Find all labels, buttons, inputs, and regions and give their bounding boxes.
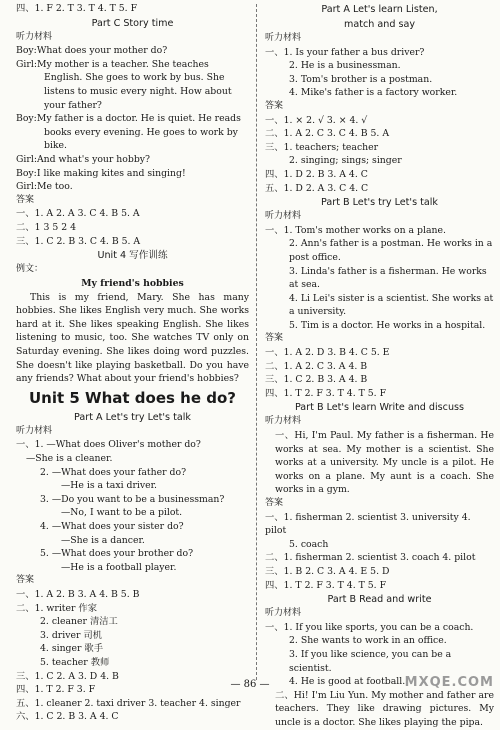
answer-line: 二、1 3 5 2 4: [16, 221, 76, 233]
answer-line: 一、1. fisherman 2. scientist 3. university 4. pilot: [265, 511, 471, 537]
dialogue-text: What does your mother do?: [36, 45, 168, 57]
listening-material-label: 听力材料: [265, 608, 302, 619]
dialogue-line: —She is a cleaner.: [26, 453, 113, 465]
speaker-label: Girl:: [16, 153, 37, 165]
section-heading-part-b-lets-try: Part B Let's try Let's talk: [321, 197, 438, 209]
answers-label: 答案: [265, 333, 284, 344]
answer-line: 四、1. F 2. T 3. T 4. T 5. F: [16, 3, 138, 14]
speaker-label: Boy:: [16, 113, 37, 125]
watermark-logo: MXQE.COM: [404, 675, 494, 690]
answer-line: 一、1. × 2. √ 3. × 4. √: [265, 114, 368, 126]
answer-line: 三、1. teachers; teacher: [265, 141, 379, 153]
answer-line: 四、1. T 2. F 3. T 4. T 5. F: [265, 387, 387, 399]
story-dialogue: [16, 44, 249, 194]
answer-line: 三、1. C 2. B 3. A 4. B: [265, 374, 368, 386]
answers-label: 答案: [16, 194, 35, 205]
answer-line: 三、1. C 2. A 3. D 4. B: [16, 670, 119, 682]
dialogue-line: —She is a dancer.: [61, 534, 145, 546]
answer-line: 五、1. D 2. A 3. C 4. C: [265, 182, 369, 194]
answer-line: 四、1. T 2. F 3. F: [16, 684, 96, 696]
answers-label: 答案: [265, 100, 284, 111]
answer-line: 一、1. A 2. A 3. C 4. B 5. A: [16, 208, 140, 220]
listening-paragraph: 二、Hi! I'm Liu Yun. My mother and father are teachers. They like drawing pictures. My uncle is a doctor. She likes playing the pipa.: [275, 689, 494, 728]
speaker-label: Boy:: [16, 45, 37, 57]
answer-line: 四、1. T 2. F 3. T 4. T 5. F: [265, 579, 387, 591]
section-heading-lets-learn-line1: Part A Let's learn Listen,: [321, 4, 438, 15]
listening-material-label: 听力材料: [265, 416, 302, 427]
essay-title: My friend's hobbies: [81, 277, 184, 289]
listening-line: 一、1. Is your father a bus driver?: [265, 46, 425, 58]
answer-line: 五、1. cleaner 2. taxi driver 3. teacher 4. singer: [16, 697, 241, 709]
dialogue-line: 2. —What does your father do?: [40, 466, 187, 478]
listening-line: 2. He is a businessman.: [289, 60, 401, 72]
answer-line: 六、1. C 2. B 3. A 4. C: [16, 711, 119, 723]
unit5-answers: [16, 588, 249, 724]
answer-line: 5. coach: [289, 538, 329, 550]
dialogue-line: [16, 180, 249, 194]
listening-list: [265, 46, 494, 100]
listening-line: 一、1. Tom's mother works on a plane.: [265, 224, 446, 236]
listening-list: [265, 224, 494, 333]
section-heading-writing: Unit 4 写作训练: [97, 250, 168, 262]
unit-title: Unit 5 What does he do?: [29, 388, 236, 407]
answer-line: 三、1. B 2. C 3. A 4. E 5. D: [265, 565, 390, 577]
answers-label: 答案: [16, 575, 35, 586]
listening-line: 3. Linda's father is a fisherman. He works at sea.: [289, 265, 487, 291]
answer-line: 3. driver 司机: [40, 629, 102, 641]
listening-material-label: 听力材料: [265, 211, 302, 222]
dialogue-text: Me too.: [36, 181, 73, 193]
dialogue-line: 5. —What does your brother do?: [40, 548, 194, 560]
dialogue-line: —He is a football player.: [61, 561, 177, 573]
dialogue-line: —No, I want to be a pilot.: [61, 507, 183, 519]
answer-list: [265, 511, 494, 593]
answer-line: 一、1. A 2. B 3. A 4. B 5. B: [16, 588, 140, 600]
answer-line: 四、1. D 2. B 3. A 4. C: [265, 168, 368, 180]
answer-list: [265, 346, 494, 400]
speaker-label: Girl:: [16, 181, 37, 193]
answer-line: 二、1. A 2. C 3. C 4. B 5. A: [265, 128, 390, 140]
unit5-dialogues: [16, 438, 249, 574]
listening-paragraph: 一、Hi, I'm Paul. My father is a fisherman. He works at sea. My mother is a scientist. She works at a university. My uncle is a pilot. He works on a plane. My aunt is a coach. She works in a gym.: [275, 430, 494, 496]
dialogue-text: And what's your hobby?: [36, 153, 151, 165]
listening-material-label: 听力材料: [265, 33, 302, 43]
answer-line: 4. singer 歌手: [40, 643, 104, 655]
speaker-label: Boy:: [16, 167, 37, 179]
listening-line: 3. Tom's brother is a postman.: [289, 73, 433, 85]
answer-list: [265, 114, 494, 196]
dialogue-line: 3. —Do you want to be a businessman?: [40, 493, 225, 505]
listening-line: 5. Tim is a doctor. He works in a hospital.: [289, 319, 486, 331]
listening-material-label: 听力材料: [16, 425, 53, 436]
dialogue-line: 4. —What does your sister do?: [40, 521, 184, 532]
answer-line: 2. cleaner 清洁工: [40, 616, 118, 628]
dialogue-text: My father is a doctor. He is quiet. He reads books every evening. He goes to work by bike.: [36, 113, 241, 152]
example-label: 例文：: [16, 264, 44, 275]
answer-line: 一、1. A 2. D 3. B 4. C 5. E: [265, 347, 390, 359]
dialogue-line: —He is a taxi driver.: [61, 480, 158, 492]
listening-line: 一、1. If you like sports, you can be a coach.: [265, 621, 474, 633]
section-heading-unit5-part-a: Part A Let's try Let's talk: [74, 411, 191, 423]
story-answers: [16, 207, 249, 248]
listening-line: 2. She wants to work in an office.: [289, 635, 447, 647]
answer-line: 二、1. A 2. C 3. A 4. B: [265, 360, 368, 372]
section-heading-read-and-write: Part B Read and write: [327, 594, 432, 606]
answer-line: 5. teacher 教师: [40, 656, 110, 668]
dialogue-line: [16, 167, 249, 181]
dialogue-line: [16, 112, 249, 153]
dialogue-text: My mother is a teacher. She teaches English. She goes to work by bus. She listens to music every night. How about your father?: [36, 58, 232, 111]
dialogue-line: 一、1. —What does Oliver's mother do?: [16, 439, 201, 451]
answer-line: 二、1. fisherman 2. scientist 3. coach 4. pilot: [265, 552, 476, 564]
page-number: — 86 —: [230, 679, 270, 690]
dialogue-line: [16, 58, 249, 112]
speaker-label: Girl:: [16, 58, 37, 70]
answer-line: 二、1. writer 作家: [16, 602, 98, 614]
listening-material-label: 听力材料: [16, 31, 53, 42]
answers-label: 答案: [265, 498, 284, 508]
listening-line: 4. Li Lei's sister is a scientist. She works at a university.: [289, 292, 494, 318]
column-divider: [256, 4, 257, 680]
answer-line: 三、1. C 2. B 3. C 4. B 5. A: [16, 235, 141, 247]
listening-line: 4. He is good at football.: [289, 676, 406, 688]
essay-paragraph: This is my friend, Mary. She has many hobbies. She likes English very much. She works hard at it. She likes speaking English. She likes listening to music, too. She watches TV only on Saturday evening. She likes doing word puzzles. She doesn't like playing basketball. Do you have any friends? What about your friend's hobbies?: [16, 291, 249, 385]
section-heading-lets-learn-line2: match and say: [343, 19, 416, 30]
section-heading-write-and-discuss: Part B Let's learn Write and discuss: [294, 402, 465, 414]
listening-line: 3. If you like science, you can be a scientist.: [289, 648, 452, 674]
answer-line: 2. singing; sings; singer: [289, 155, 402, 167]
dialogue-text: I like making kites and singing!: [36, 167, 186, 179]
dialogue-line: [16, 153, 249, 167]
listening-line: 4. Mike's father is a factory worker.: [289, 87, 458, 99]
section-heading-story-time: Part C Story time: [91, 17, 174, 29]
dialogue-line: [16, 44, 249, 58]
listening-line: 2. Ann's father is a postman. He works in a post office.: [289, 238, 493, 263]
